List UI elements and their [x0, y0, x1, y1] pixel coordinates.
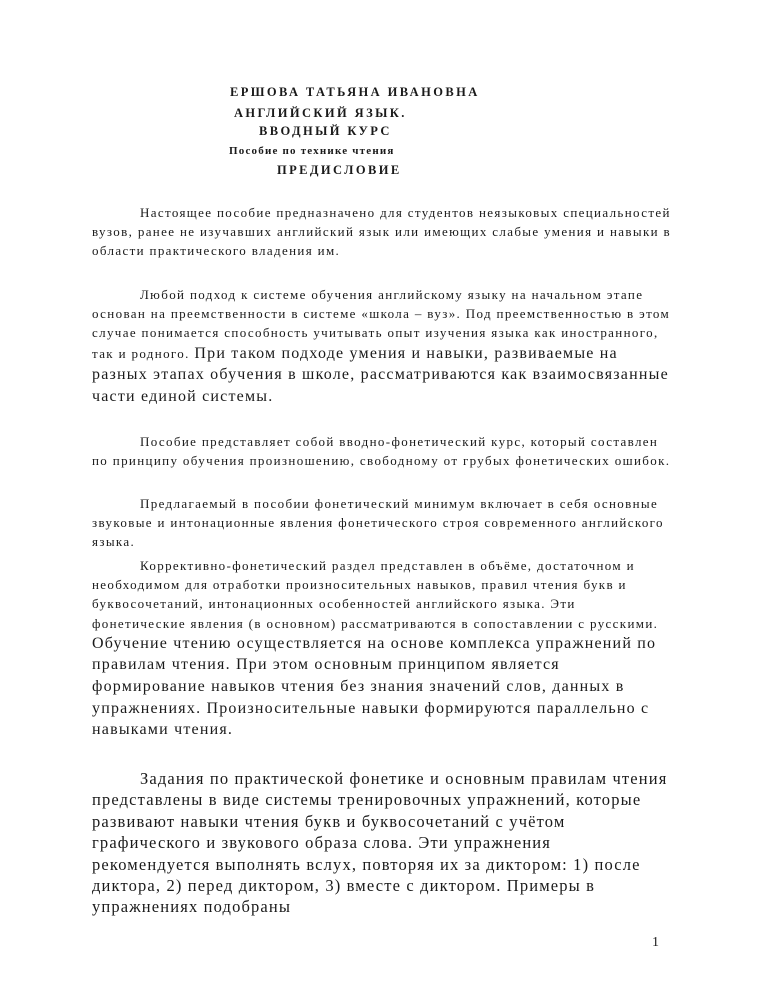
paragraph-2-text: Любой подход к системе обучения английскому языку на начальном этапе основан на преемственности в системе «школа – вуз». Под преемственностью в этом случае понимается способность учитывать опыт изучения языка как иностранного, так и родного. [92, 287, 671, 361]
paragraph-1: Настоящее пособие предназначено для студентов неязыковых специальностей вузов, ранее не изучавших английский язык или имеющих слабые умения и навыки в области практического владения им. [92, 205, 671, 259]
paragraph-4: Предлагаемый в пособии фонетический минимум включает в себя основные звуковые и интонационные явления фонетического строя современного английского языка. [92, 496, 664, 550]
paragraph-6: Задания по практической фонетике и основным правилам чтения представлены в виде системы тренировочных упражнений, которые развивают навыки чтения букв и буквосочетаний с учётом графического и звукового образа слова. Эти упражнения рекомендуется выполнять вслух, повторяя их за диктором: 1) после диктора, 2) перед диктором, 3) вместе с диктором. Примеры в упражнениях подобраны [92, 769, 668, 917]
subject-title: АНГЛИЙСКИЙ ЯЗЫК. [234, 106, 407, 120]
paragraph-5-text: Коррективно-фонетический раздел представлен в объёме, достаточном и необходимом для отработки произносительных навыков, правил чтения букв и буквосочетаний, интонационных особенностей английского языка. Эти фонетические явления (в основном) рассматриваются в сопоставлении с русскими. [92, 558, 659, 631]
manual-subtitle: Пособие по технике чтения [229, 145, 395, 157]
paragraph-3: Пособие представляет собой вводно-фонетический курс, который составлен по принципу обучения произношению, свободному от грубых фонетических ошибок. [92, 434, 671, 469]
section-title: ПРЕДИСЛОВИЕ [277, 163, 402, 177]
course-title: ВВОДНЫЙ КУРС [259, 124, 392, 138]
paragraph-2-large-text: При таком подходе умения и навыки, развиваемые на разных этапах обучения в школе, рассматриваются как взаимосвязанные части единой системы. [92, 344, 669, 405]
author-name: ЕРШОВА ТАТЬЯНА ИВАНОВНА [230, 85, 480, 99]
paragraph-5-large-text: Обучение чтению осуществляется на основе комплекса упражнений по правилам чтения. При этом основным принципом является формирование навыков чтения без знания значений слов, данных в упражнениях. Произносительные навыки формируются параллельно с навыками чтения. [92, 634, 657, 739]
page-number: 1 [652, 935, 659, 950]
paragraph-5 [92, 556, 672, 741]
paragraph-2 [92, 285, 672, 407]
